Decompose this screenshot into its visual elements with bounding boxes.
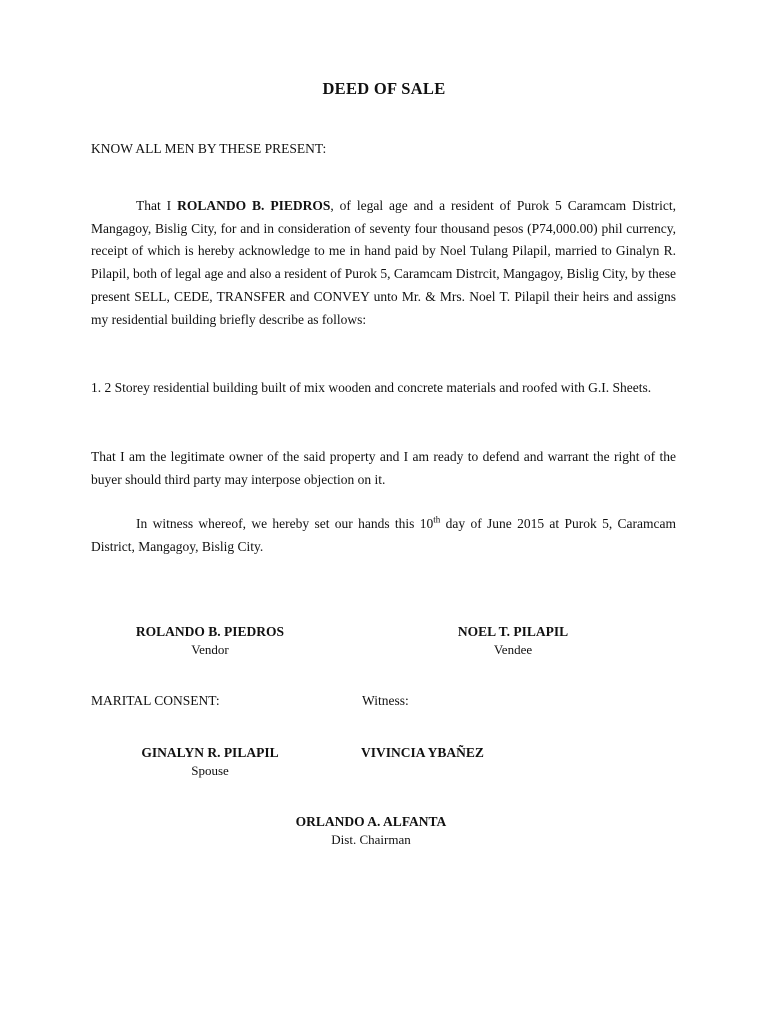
paragraph-property-item: 1. 2 Storey residential building built of mix wooden and concrete materials and roofed with G.I. Sheets. bbox=[91, 380, 652, 395]
chairman-signature-block bbox=[271, 814, 471, 848]
paragraph-sale-terms bbox=[91, 195, 676, 331]
witness-label: Witness: bbox=[362, 693, 409, 708]
marital-consent-label: MARITAL CONSENT: bbox=[91, 693, 220, 708]
paragraph-witness-clause bbox=[91, 513, 676, 558]
witness-signature-block bbox=[361, 745, 484, 761]
vendor-signature-block bbox=[110, 624, 310, 658]
intro-line: KNOW ALL MEN BY THESE PRESENT: bbox=[91, 141, 327, 156]
ordinal-suffix: th bbox=[433, 514, 441, 525]
witness-clause-lead: In witness whereof, we hereby set our hands this 10 bbox=[136, 516, 434, 531]
chairman-role: Dist. Chairman bbox=[331, 832, 411, 847]
sale-terms-lead: That I bbox=[136, 198, 178, 213]
spouse-signature-block bbox=[112, 745, 308, 779]
witness-clause-body: day of June 2015 at Purok 5, Caramcam District, Mangagoy, Bislig City. bbox=[91, 516, 677, 554]
vendee-signature-block bbox=[413, 624, 613, 658]
vendee-role: Vendee bbox=[493, 642, 533, 657]
sale-terms-body: , of legal age and a resident of Purok 5 Caramcam District, Mangagoy, Bislig City, for and in consideration of seventy four thousand pesos (P74,000.00) phil currency, receipt of which is hereby acknowledge to me in hand paid by Noel Tulang Pilapil, married to Ginalyn R. Pilapil, both of legal age and also a resident of Purok 5, Caramcam Distrcit, Mangagoy, Bislig City, by these present SELL, CEDE, TRANSFER and CONVEY unto Mr. & Mrs. Noel T. Pilapil their heirs and assigns my residential building briefly describe as follows: bbox=[91, 198, 677, 327]
spouse-role: Spouse bbox=[191, 763, 229, 778]
vendor-role: Vendor bbox=[191, 642, 229, 657]
vendee-name: NOEL T. PILAPIL bbox=[457, 624, 569, 639]
chairman-name: ORLANDO A. ALFANTA bbox=[295, 814, 447, 829]
document-title: DEED OF SALE bbox=[322, 79, 446, 98]
witness-name: VIVINCIA YBAÑEZ bbox=[361, 745, 484, 760]
vendor-name: ROLANDO B. PIEDROS bbox=[135, 624, 285, 639]
vendor-name-inline: ROLANDO B. PIEDROS bbox=[177, 198, 331, 213]
paragraph-ownership: That I am the legitimate owner of the said property and I am ready to defend and warrant the right of the buyer should third party may interpose objection on it. bbox=[91, 449, 676, 487]
spouse-name: GINALYN R. PILAPIL bbox=[141, 745, 279, 760]
